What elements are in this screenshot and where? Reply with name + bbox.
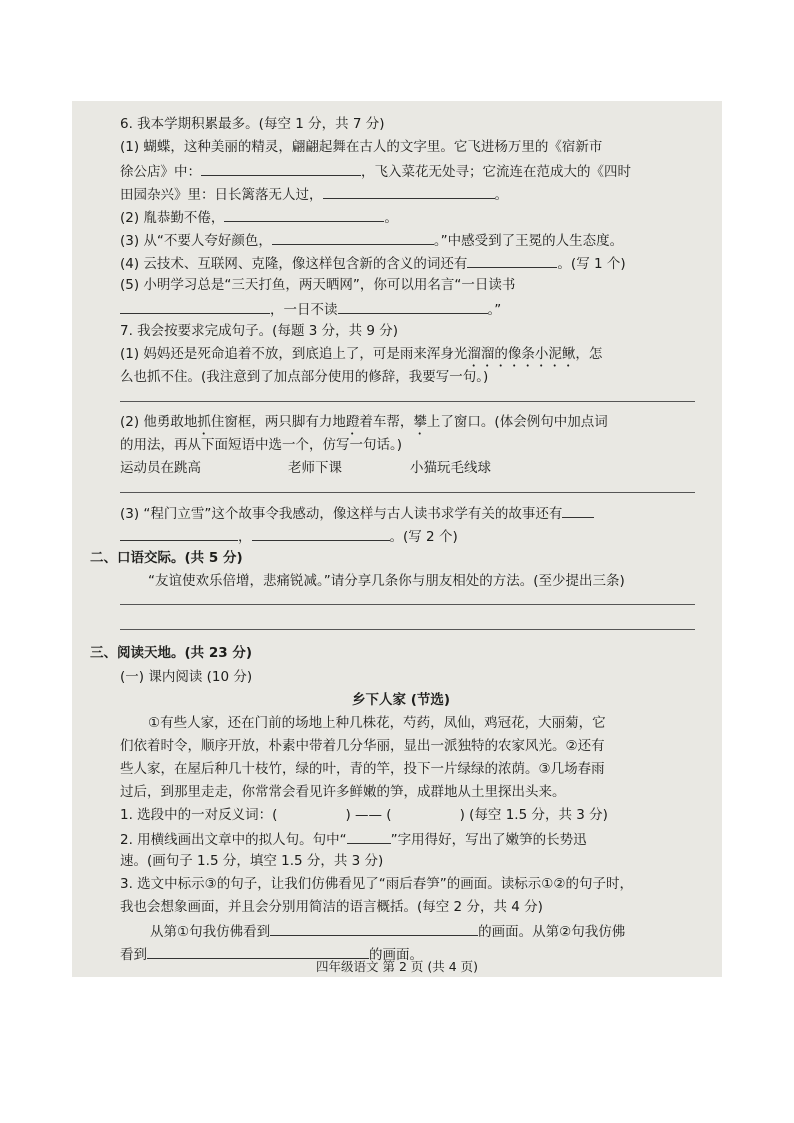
answer-line[interactable] <box>120 492 695 493</box>
text: 。” <box>487 302 502 318</box>
q6-line-6 <box>120 253 626 273</box>
q6-line-4 <box>120 207 398 227</box>
exam-page <box>72 101 722 977</box>
text: ，一日不读 <box>270 302 338 318</box>
text: ，怎 <box>575 346 603 362</box>
passage-title: 乡下人家 (节选) <box>352 692 451 708</box>
answer-line[interactable] <box>120 629 695 630</box>
text: 。 <box>494 187 508 203</box>
q7-s3-line-1 <box>120 503 594 523</box>
text: 的画面。 <box>369 947 423 963</box>
text: 从第①句我仿佛看到 <box>150 924 271 940</box>
emphasized-text: 抓 <box>197 414 211 430</box>
text: 。 <box>384 210 398 226</box>
answer-blank[interactable] <box>338 299 488 314</box>
text: 看到 <box>120 947 147 963</box>
q7-s2-line-2: 的用法，再从下面短语中选一个，仿写一句话。) <box>120 437 403 453</box>
text: (3) 从“不要人夸好颜色， <box>120 233 272 249</box>
q6-line-1: (1) 蝴蝶，这种美丽的精灵，翩翩起舞在古人的文字里。它飞进杨万里的《宿新市 <box>120 139 603 155</box>
answer-blank[interactable] <box>120 299 270 314</box>
text: ，飞入菜花无处寻；它流连在范成大的《四时 <box>361 164 631 180</box>
text: ， <box>238 529 252 545</box>
emphasized-text: 溜溜的像条小泥鳅 <box>467 346 576 362</box>
passage-line-1: ①有些人家，还在门前的场地上种几株花，芍药，凤仙，鸡冠花，大丽菊，它 <box>148 715 606 731</box>
answer-blank[interactable] <box>562 503 594 518</box>
q6-line-3 <box>120 184 508 204</box>
text: 。”中感受到了王冕的人生态度。 <box>433 233 624 249</box>
q6-line-5 <box>120 230 623 250</box>
text: (2) 他勇敢地 <box>120 414 198 430</box>
reading-q1 <box>120 806 608 824</box>
phrase-1: 运动员在跳高 <box>120 460 201 476</box>
text: 2. 用横线画出文章中的拟人句。句中“ <box>120 832 347 848</box>
passage-line-4: 过后，到那里走走，你常常会看见许多鲜嫩的笋，成群地从土里探出头来。 <box>120 784 566 800</box>
q6-line-7: (5) 小明学习总是“三天打鱼，两天晒网”，你可以用名言“一日读书 <box>120 277 516 293</box>
answer-blank[interactable] <box>201 161 361 176</box>
emphasized-text: 攀 <box>413 414 427 430</box>
reading-q2-line-2: 速。(画句子 1.5 分，填空 1.5 分，共 3 分) <box>120 853 384 869</box>
text: ) —— ( <box>345 807 392 823</box>
reading-q3-line-3 <box>150 921 625 941</box>
text: (3) “程门立雪”这个故事令我感动，像这样与古人读书求学有关的故事还有 <box>120 506 563 522</box>
text: 田园杂兴》里：日长篱落无人过， <box>120 187 323 203</box>
text: 着车帮， <box>359 414 414 430</box>
answer-line[interactable] <box>120 604 695 605</box>
answer-blank[interactable] <box>323 184 495 199</box>
q7-s1-line-1 <box>120 345 602 370</box>
q7-title: 7. 我会按要求完成句子。(每题 3 分，共 9 分) <box>120 323 399 339</box>
q6-line-8 <box>120 299 501 319</box>
text: 住窗框，两只脚有力地 <box>210 414 346 430</box>
text: 。(写 1 个) <box>557 256 626 272</box>
q6-title: 6. 我本学期积累最多。(每空 1 分，共 7 分) <box>120 116 385 132</box>
answer-blank[interactable] <box>272 230 434 245</box>
reading-subheading: (一) 课内阅读 (10 分) <box>120 669 253 685</box>
q7-s3-line-2 <box>120 526 458 546</box>
reading-q3-line-1: 3. 选文中标示③的句子，让我们仿佛看见了“雨后春笋”的画面。读标示①②的句子时， <box>120 876 633 892</box>
reading-q3-line-2: 我也会想象画面，并且会分别用简洁的语言概括。(每空 2 分，共 4 分) <box>120 899 543 915</box>
answer-blank[interactable] <box>224 207 384 222</box>
answer-line[interactable] <box>120 401 695 402</box>
text: 徐公店》中： <box>120 164 201 180</box>
q6-line-2 <box>120 161 631 181</box>
emphasized-text: 蹬 <box>345 414 360 430</box>
q7-s1-line-2: 么也抓不住。(我注意到了加点部分使用的修辞，我要写一句。) <box>120 369 489 385</box>
text: (4) 云技术、互联网、克隆，像这样包含新的含义的词还有 <box>120 256 468 272</box>
answer-blank[interactable] <box>120 526 238 541</box>
section-3-heading: 三、阅读天地。(共 23 分) <box>90 645 253 661</box>
phrase-2: 老师下课 <box>288 460 342 476</box>
reading-q2-line-1 <box>120 829 587 849</box>
text: 1. 选段中的一对反义词：( <box>120 807 278 823</box>
text: ) (每空 1.5 分，共 3 分) <box>459 807 608 823</box>
phrase-3: 小猫玩毛线球 <box>410 460 491 476</box>
page-footer: 四年级语文 第 2 页 (共 4 页) <box>316 959 478 974</box>
text: (2) 胤恭勤不倦， <box>120 210 225 226</box>
text: 上了窗口。(体会例句中加点词 <box>426 414 608 430</box>
answer-blank[interactable] <box>467 253 557 268</box>
answer-blank[interactable] <box>270 921 478 936</box>
text: 。(写 2 个) <box>389 529 458 545</box>
text: ”字用得好，写出了嫩笋的长势迅 <box>390 832 587 848</box>
section-2-prompt: “友谊使欢乐倍增，悲痛锐减。”请分享几条你与朋友相处的方法。(至少提出三条) <box>148 573 625 589</box>
text: (1) 妈妈还是死命追着不放，到底追上了，可是雨来浑身光 <box>120 346 468 362</box>
answer-blank[interactable] <box>347 829 391 844</box>
passage-line-3: 些人家，在屋后种几十枝竹，绿的叶，青的竿，投下一片绿绿的浓荫。③几场春雨 <box>120 761 605 777</box>
answer-blank[interactable] <box>252 526 390 541</box>
section-2-heading: 二、口语交际。(共 5 分) <box>90 550 243 566</box>
q7-s2-line-1 <box>120 413 608 438</box>
passage-line-2: 们依着时令，顺序开放，朴素中带着几分华丽，显出一派独特的农家风光。②还有 <box>120 738 605 754</box>
text: 的画面。从第②句我仿佛 <box>478 924 626 940</box>
